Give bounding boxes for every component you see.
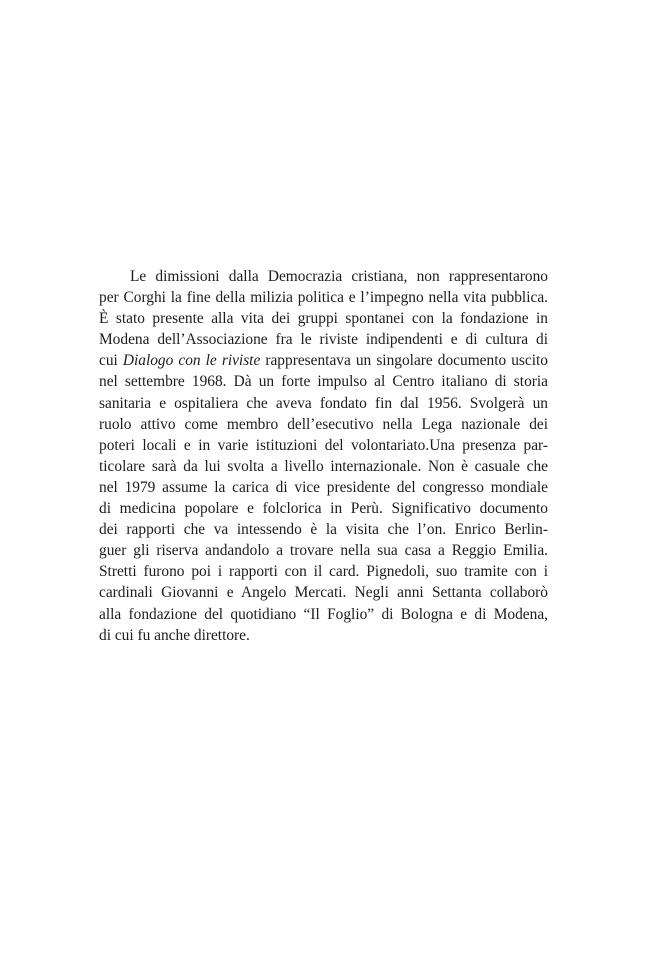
text-line: sanitaria e ospitaliera che aveva fondato fin dal 1956. Svolgerà un [99,394,548,412]
text-segment: cui [99,352,123,370]
text-line: alla fondazione del quotidiano “Il Foglio” di Bologna e di Modena, [99,605,548,623]
body-paragraph [99,266,548,646]
italic-title: Dialogo con le riviste [122,352,261,370]
text-line: Modena dell’Associazione fra le riviste indipendenti e di cultura di [99,331,548,349]
text-line: Le dimissioni dalla Democrazia cristiana, non rappresentarono [130,268,548,285]
text-line: nel 1979 assume la carica di vice presidente del congresso mondiale [99,478,548,496]
text-line: di medicina popolare e folclorica in Perù. Significativo documento [99,500,548,518]
text-line: ticolare sarà da lui svolta a livello internazionale. Non è casuale che [99,457,548,475]
text-line: per Corghi la fine della milizia politica e l’impegno nella vita pubblica. [99,289,548,307]
text-segment: rappresentava un singolare documento uscito [260,352,548,370]
text-line: Stretti furono poi i rapporti con il card. Pignedoli, suo tramite con i [99,563,548,581]
text-line: cardinali Giovanni e Angelo Mercati. Negli anni Settanta collaborò [99,584,548,602]
text-line: di cui fu anche direttore. [99,626,250,644]
text-line: È stato presente alla vita dei gruppi spontanei con la fondazione in [99,310,548,328]
text-line: poteri locali e in varie istituzioni del volontariato.Una presenza par- [99,436,548,454]
text-line: guer gli riserva andandolo a trovare nella sua casa a Reggio Emilia. [99,542,548,560]
text-line: ruolo attivo come membro dell’esecutivo nella Lega nazionale dei [99,415,548,433]
text-line: dei rapporti che va intessendo è la visita che l’on. Enrico Berlin- [99,521,548,539]
text-line [99,350,548,371]
text-line: nel settembre 1968. Dà un forte impulso al Centro italiano di storia [99,373,548,391]
